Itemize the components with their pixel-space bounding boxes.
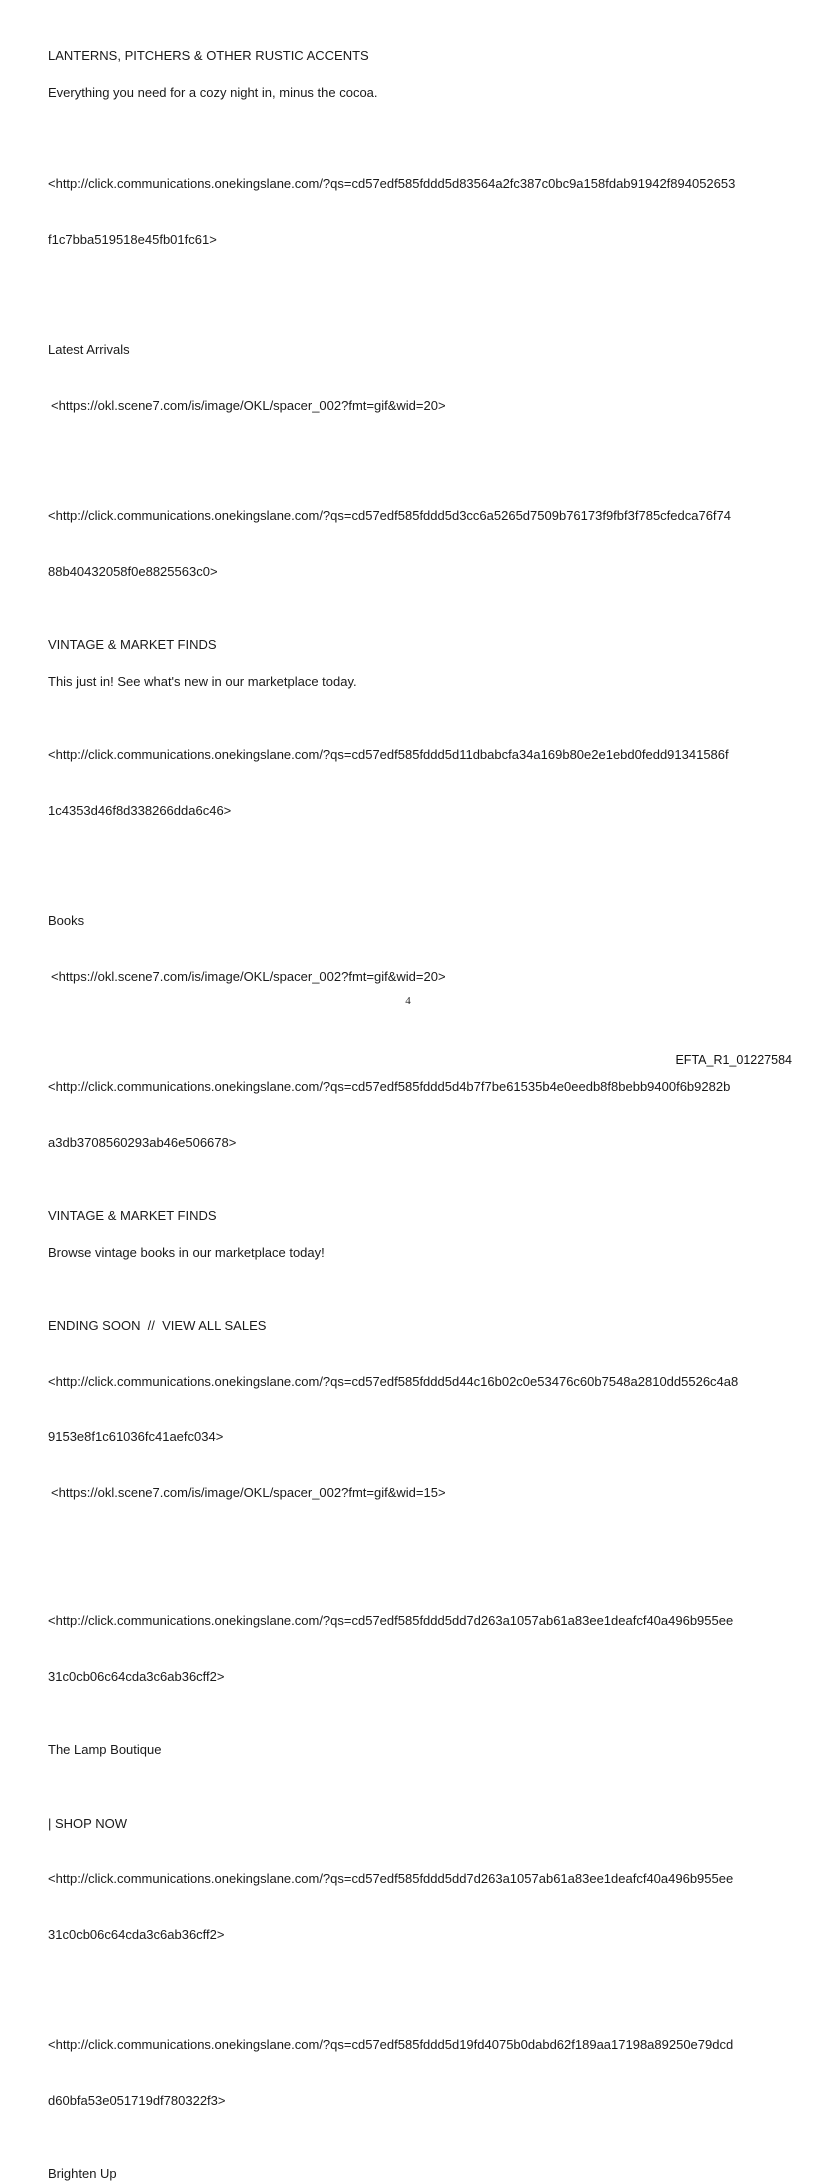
ending-soon-link[interactable]: ENDING SOON // VIEW ALL SALES	[48, 1318, 267, 1333]
link-line: <http://click.communications.onekingslane.com/?qs=cd57edf585fddd5d4b7f7be61535b4e0eedb8f8bebb9400f6b9282b	[48, 1079, 731, 1094]
tracking-link[interactable]	[48, 1999, 778, 2147]
section-description: Browse vintage books in our marketplace today!	[48, 1244, 325, 1260]
link-line: <http://click.communications.onekingslane.com/?qs=cd57edf585fddd5d83564a2fc387c0bc9a158fdab91942f894052653	[48, 176, 736, 191]
spacer-image-link[interactable]: <https://okl.scene7.com/is/image/OKL/spacer_002?fmt=gif&wid=20>	[51, 968, 446, 984]
bates-number: EFTA_R1_01227584	[675, 1053, 792, 1067]
link-line: d60bfa53e051719df780322f3>	[48, 2092, 226, 2108]
link-line: a3db3708560293ab46e506678>	[48, 1134, 237, 1150]
lamp-boutique-label: The Lamp Boutique	[48, 1742, 162, 1757]
link-line: 31c0cb06c64cda3c6ab36cff2>	[48, 1668, 225, 1684]
shop-now-block[interactable]	[48, 1778, 778, 1982]
spacer-image-link[interactable]: <https://okl.scene7.com/is/image/OKL/spacer_002?fmt=gif&wid=20>	[51, 397, 446, 413]
link-line: 88b40432058f0e8825563c0>	[48, 563, 218, 579]
link-line[interactable]: <http://click.communications.onekingslane.com/?qs=cd57edf585fddd5d44c16b02c0e53476c60b7548a2810dd5526c4a8	[48, 1373, 739, 1389]
tracking-link[interactable]	[48, 1575, 778, 1723]
link-line[interactable]: 31c0cb06c64cda3c6ab36cff2>	[48, 1926, 225, 1942]
section-heading: VINTAGE & MARKET FINDS	[48, 637, 217, 652]
spacer-image-link[interactable]: <https://okl.scene7.com/is/image/OKL/spacer_002?fmt=gif&wid=15>	[51, 1484, 446, 1500]
latest-arrivals-label: Latest Arrivals	[48, 342, 130, 357]
page-number: 4	[405, 995, 411, 1007]
books-label: Books	[48, 913, 85, 928]
tracking-link[interactable]	[48, 138, 778, 286]
tracking-link[interactable]	[48, 709, 778, 857]
brighten-up-label: Brighten Up	[48, 2166, 117, 2181]
section-heading: VINTAGE & MARKET FINDS	[48, 1208, 217, 1223]
link-line: <http://click.communications.onekingslane.com/?qs=cd57edf585fddd5d19fd4075b0dabd62f189aa17198a89250e79dcd	[48, 2037, 734, 2052]
latest-arrivals-block	[48, 304, 778, 452]
shop-now-link[interactable]: | SHOP NOW	[48, 1815, 127, 1831]
link-line: 1c4353d46f8d338266dda6c46>	[48, 802, 232, 818]
ending-soon-block	[48, 1280, 778, 1539]
section-description: Everything you need for a cozy night in, minus the cocoa.	[48, 84, 378, 100]
tracking-link[interactable]	[48, 470, 778, 618]
link-line: <http://click.communications.onekingslane.com/?qs=cd57edf585fddd5d3cc6a5265d7509b76173f9fbf3f785cfedca76f74	[48, 508, 732, 523]
section-heading: LANTERNS, PITCHERS & OTHER RUSTIC ACCENTS	[48, 48, 369, 63]
document-body	[48, 47, 778, 2184]
link-line[interactable]: <http://click.communications.onekingslane.com/?qs=cd57edf585fddd5dd7d263a1057ab61a83ee1deafcf40a496b955ee	[48, 1871, 734, 1886]
link-line: <http://click.communications.onekingslane.com/?qs=cd57edf585fddd5dd7d263a1057ab61a83ee1deafcf40a496b955ee	[48, 1613, 734, 1628]
section-description: This just in! See what's new in our marketplace today.	[48, 673, 357, 689]
link-line[interactable]: 9153e8f1c61036fc41aefc034>	[48, 1429, 224, 1444]
link-line: <http://click.communications.onekingslane.com/?qs=cd57edf585fddd5d11dbabcfa34a169b80e2e1ebd0fedd91341586f	[48, 747, 729, 762]
link-line: f1c7bba519518e45fb01fc61>	[48, 231, 217, 247]
tracking-link[interactable]	[48, 1041, 778, 1189]
